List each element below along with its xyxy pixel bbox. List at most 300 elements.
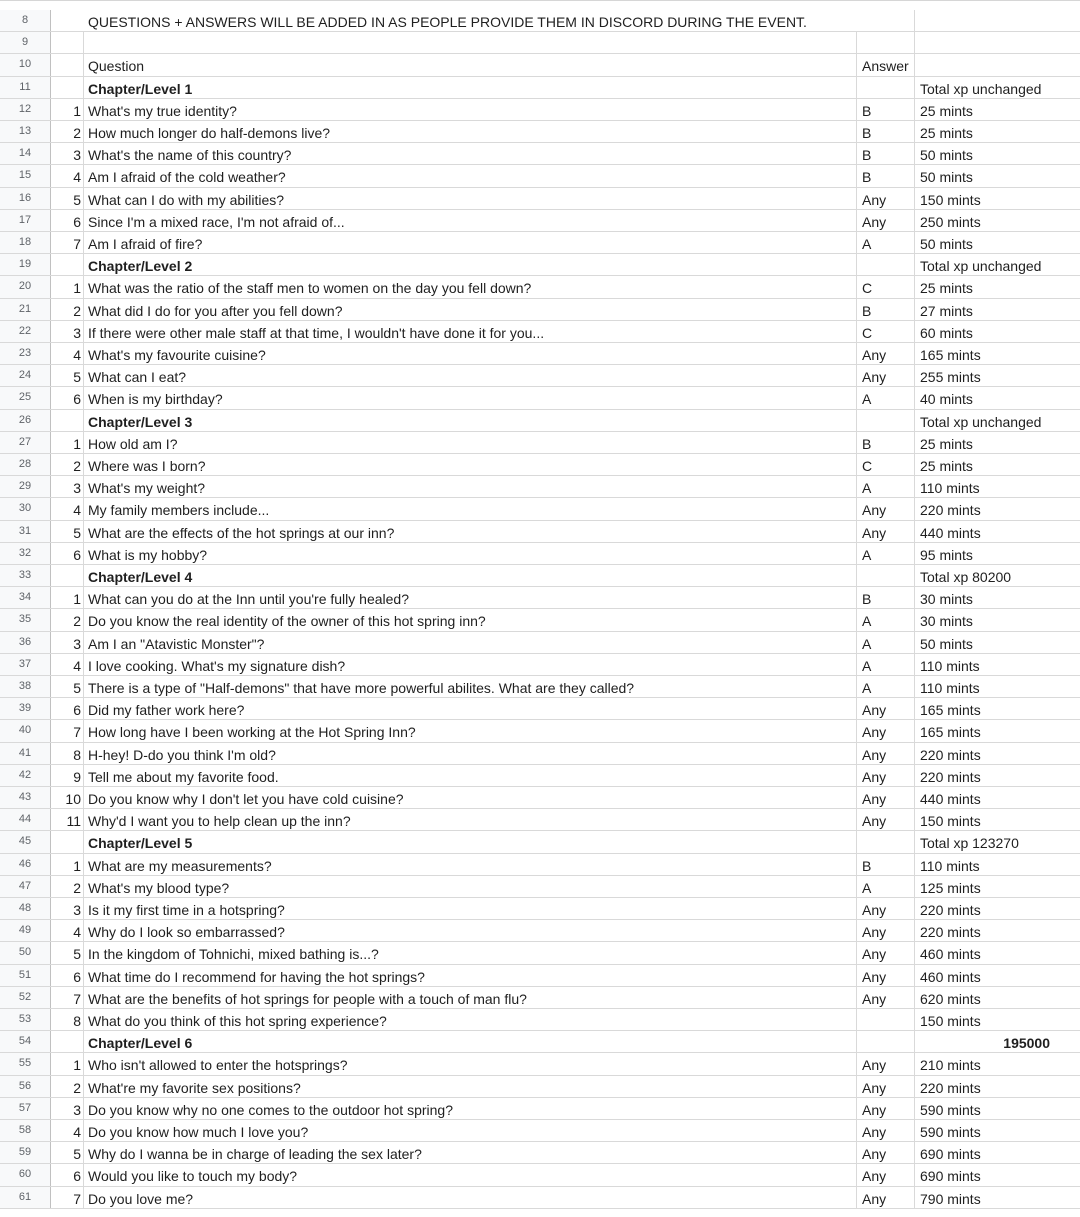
- table-row[interactable]: [0, 609, 1080, 631]
- xp-cell[interactable]: 60 mints: [920, 324, 973, 341]
- table-row[interactable]: [0, 365, 1080, 387]
- question-cell[interactable]: What is my hobby?: [84, 543, 857, 564]
- question-cell[interactable]: What can I eat?: [84, 365, 857, 386]
- xp-cell[interactable]: 220 mints: [920, 502, 981, 519]
- xp-cell[interactable]: Total xp 123270: [920, 835, 1019, 852]
- table-row[interactable]: [0, 942, 1080, 964]
- question-number-cell[interactable]: 7: [51, 720, 84, 741]
- answer-cell[interactable]: A: [857, 876, 915, 897]
- question-cell[interactable]: Do you love me?: [84, 1187, 857, 1208]
- xp-cell[interactable]: 220 mints: [920, 902, 981, 918]
- table-row[interactable]: [0, 1187, 1080, 1209]
- row-number[interactable]: 25: [0, 387, 51, 408]
- question-cell[interactable]: Chapter/Level 3: [84, 410, 857, 431]
- row-number[interactable]: 13: [0, 121, 51, 142]
- table-row[interactable]: [0, 1120, 1080, 1142]
- row-number[interactable]: 56: [0, 1076, 51, 1097]
- answer-cell[interactable]: C: [857, 276, 915, 297]
- row-number[interactable]: 36: [0, 632, 51, 653]
- table-row[interactable]: [0, 476, 1080, 498]
- table-row[interactable]: [0, 143, 1080, 165]
- xp-cell[interactable]: 590 mints: [920, 1124, 981, 1140]
- question-cell[interactable]: What's the name of this country?: [84, 143, 857, 164]
- question-number-cell[interactable]: [51, 565, 84, 586]
- question-cell[interactable]: What's my favourite cuisine?: [84, 343, 857, 364]
- chapter-row[interactable]: [0, 77, 1080, 99]
- question-number-cell[interactable]: 2: [51, 121, 84, 142]
- question-number-cell[interactable]: 4: [51, 498, 84, 519]
- table-row[interactable]: [0, 1098, 1080, 1120]
- table-row[interactable]: [0, 10, 1080, 32]
- xp-cell[interactable]: 27 mints: [920, 302, 973, 319]
- question-number-cell[interactable]: 2: [51, 454, 84, 475]
- answer-cell[interactable]: Any: [857, 942, 915, 963]
- row-number[interactable]: 35: [0, 609, 51, 630]
- row-number[interactable]: 40: [0, 720, 51, 741]
- answer-cell[interactable]: Any: [857, 521, 915, 542]
- table-row[interactable]: [0, 210, 1080, 232]
- question-number-cell[interactable]: 2: [51, 299, 84, 320]
- question-cell[interactable]: Where was I born?: [84, 454, 857, 475]
- xp-cell[interactable]: 50 mints: [920, 635, 973, 652]
- table-row[interactable]: [0, 498, 1080, 520]
- table-row[interactable]: [0, 387, 1080, 409]
- answer-cell[interactable]: Any: [857, 210, 915, 231]
- chapter-row[interactable]: [0, 410, 1080, 432]
- answer-cell[interactable]: Any: [857, 743, 915, 764]
- question-cell[interactable]: Am I afraid of the cold weather?: [84, 165, 857, 186]
- table-row[interactable]: [0, 809, 1080, 831]
- answer-cell[interactable]: Any: [857, 343, 915, 364]
- question-cell[interactable]: Why'd I want you to help clean up the inn?: [84, 809, 857, 830]
- question-cell[interactable]: Do you know why no one comes to the outdoor hot spring?: [84, 1098, 857, 1119]
- question-cell[interactable]: Would you like to touch my body?: [84, 1164, 857, 1185]
- row-number[interactable]: 52: [0, 987, 51, 1008]
- answer-cell[interactable]: Any: [857, 765, 915, 786]
- answer-cell[interactable]: Any: [857, 365, 915, 386]
- question-number-cell[interactable]: 11: [51, 809, 84, 830]
- answer-cell[interactable]: Any: [857, 965, 915, 986]
- answer-cell[interactable]: B: [857, 432, 915, 453]
- question-cell[interactable]: Chapter/Level 4: [84, 565, 857, 586]
- table-row[interactable]: [0, 165, 1080, 187]
- question-number-cell[interactable]: 6: [51, 965, 84, 986]
- table-row[interactable]: [0, 321, 1080, 343]
- row-number[interactable]: 46: [0, 854, 51, 875]
- question-cell[interactable]: Is it my first time in a hotspring?: [84, 898, 857, 919]
- xp-cell[interactable]: [915, 10, 1080, 31]
- xp-cell[interactable]: 150 mints: [920, 1013, 981, 1029]
- row-number[interactable]: 31: [0, 521, 51, 542]
- xp-cell[interactable]: Total xp unchanged: [920, 258, 1042, 275]
- question-cell[interactable]: H-hey! D-do you think I'm old?: [84, 743, 857, 764]
- question-number-cell[interactable]: 5: [51, 365, 84, 386]
- question-cell[interactable]: [84, 32, 857, 53]
- question-cell[interactable]: What're my favorite sex positions?: [84, 1076, 857, 1097]
- row-number[interactable]: 42: [0, 765, 51, 786]
- row-number[interactable]: 41: [0, 743, 51, 764]
- answer-cell[interactable]: Any: [857, 809, 915, 830]
- question-number-cell[interactable]: 5: [51, 1142, 84, 1163]
- question-cell[interactable]: Chapter/Level 6: [84, 1031, 857, 1052]
- question-number-cell[interactable]: 3: [51, 632, 84, 653]
- row-number[interactable]: 38: [0, 676, 51, 697]
- answer-cell[interactable]: Answer: [857, 54, 915, 75]
- question-cell[interactable]: What's my blood type?: [84, 876, 857, 897]
- answer-cell[interactable]: B: [857, 143, 915, 164]
- question-number-cell[interactable]: [51, 77, 84, 98]
- xp-cell[interactable]: 220 mints: [920, 924, 981, 941]
- row-number[interactable]: 16: [0, 188, 51, 209]
- xp-cell[interactable]: 125 mints: [920, 879, 981, 896]
- question-number-cell[interactable]: [51, 32, 84, 53]
- row-number[interactable]: 9: [0, 32, 51, 53]
- question-number-cell[interactable]: 2: [51, 1076, 84, 1097]
- row-number[interactable]: 32: [0, 543, 51, 564]
- xp-cell[interactable]: 165 mints: [920, 347, 981, 363]
- table-row[interactable]: [0, 920, 1080, 942]
- table-row[interactable]: [0, 898, 1080, 920]
- question-cell[interactable]: When is my birthday?: [84, 387, 857, 408]
- question-cell[interactable]: What can you do at the Inn until you're fully healed?: [84, 587, 857, 608]
- table-row[interactable]: [0, 343, 1080, 365]
- question-cell[interactable]: What time do I recommend for having the hot springs?: [84, 965, 857, 986]
- question-number-cell[interactable]: [51, 1031, 84, 1052]
- xp-cell[interactable]: 690 mints: [920, 1168, 981, 1185]
- question-cell[interactable]: Chapter/Level 2: [84, 254, 857, 275]
- row-number[interactable]: 53: [0, 1009, 51, 1030]
- question-number-cell[interactable]: 1: [51, 587, 84, 608]
- question-cell[interactable]: Why do I look so embarrassed?: [84, 920, 857, 941]
- table-row[interactable]: [0, 299, 1080, 321]
- xp-cell[interactable]: 210 mints: [920, 1057, 981, 1074]
- question-number-cell[interactable]: 6: [51, 543, 84, 564]
- xp-cell[interactable]: 25 mints: [920, 125, 973, 141]
- table-row[interactable]: [0, 987, 1080, 1009]
- answer-cell[interactable]: [857, 565, 915, 586]
- answer-cell[interactable]: C: [857, 321, 915, 342]
- answer-cell[interactable]: A: [857, 476, 915, 497]
- row-number[interactable]: 22: [0, 321, 51, 342]
- xp-cell[interactable]: 165 mints: [920, 724, 981, 741]
- question-cell[interactable]: Tell me about my favorite food.: [84, 765, 857, 786]
- xp-cell[interactable]: 50 mints: [920, 236, 973, 252]
- table-row[interactable]: [0, 1053, 1080, 1075]
- question-number-cell[interactable]: 7: [51, 232, 84, 253]
- answer-cell[interactable]: Any: [857, 1076, 915, 1097]
- question-number-cell[interactable]: 5: [51, 676, 84, 697]
- question-cell[interactable]: Since I'm a mixed race, I'm not afraid of...: [84, 210, 857, 231]
- answer-cell[interactable]: [857, 77, 915, 98]
- question-number-cell[interactable]: 4: [51, 1120, 84, 1141]
- table-row[interactable]: [0, 765, 1080, 787]
- xp-cell[interactable]: 25 mints: [920, 280, 973, 297]
- row-number[interactable]: 20: [0, 276, 51, 297]
- xp-cell[interactable]: 30 mints: [920, 613, 973, 630]
- xp-cell[interactable]: 110 mints: [920, 857, 980, 874]
- xp-cell[interactable]: 195000: [1003, 1035, 1050, 1052]
- table-row[interactable]: [0, 232, 1080, 254]
- row-number[interactable]: 15: [0, 165, 51, 186]
- xp-cell[interactable]: 50 mints: [920, 169, 973, 186]
- xp-cell[interactable]: 110 mints: [920, 480, 980, 497]
- answer-cell[interactable]: B: [857, 587, 915, 608]
- xp-cell[interactable]: Total xp unchanged: [920, 80, 1042, 97]
- answer-cell[interactable]: Any: [857, 1120, 915, 1141]
- question-cell[interactable]: How much longer do half-demons live?: [84, 121, 857, 142]
- question-cell[interactable]: Who isn't allowed to enter the hotsprings?: [84, 1053, 857, 1074]
- table-row[interactable]: [0, 276, 1080, 298]
- table-row[interactable]: [0, 454, 1080, 476]
- table-row[interactable]: [0, 632, 1080, 654]
- row-number[interactable]: 21: [0, 299, 51, 320]
- row-number[interactable]: 11: [0, 77, 51, 98]
- table-row[interactable]: [0, 1009, 1080, 1031]
- question-cell[interactable]: I love cooking. What's my signature dish?: [84, 654, 857, 675]
- row-number[interactable]: 55: [0, 1053, 51, 1074]
- question-cell[interactable]: What are my measurements?: [84, 854, 857, 875]
- xp-cell[interactable]: 790 mints: [920, 1190, 981, 1207]
- row-number[interactable]: 37: [0, 654, 51, 675]
- answer-cell[interactable]: B: [857, 299, 915, 320]
- xp-cell[interactable]: 590 mints: [920, 1101, 981, 1118]
- row-number[interactable]: 57: [0, 1098, 51, 1119]
- row-number[interactable]: 12: [0, 99, 51, 120]
- question-cell[interactable]: Chapter/Level 5: [84, 831, 857, 852]
- answer-cell[interactable]: Any: [857, 1098, 915, 1119]
- question-number-cell[interactable]: 1: [51, 854, 84, 875]
- row-number[interactable]: 50: [0, 942, 51, 963]
- question-cell[interactable]: Do you know why I don't let you have cold cuisine?: [84, 787, 857, 808]
- question-cell[interactable]: If there were other male staff at that time, I wouldn't have done it for you...: [84, 321, 857, 342]
- row-number[interactable]: 58: [0, 1120, 51, 1141]
- row-number[interactable]: 17: [0, 210, 51, 231]
- xp-cell[interactable]: 620 mints: [920, 990, 981, 1007]
- table-row[interactable]: [0, 32, 1080, 54]
- row-number[interactable]: 43: [0, 787, 51, 808]
- question-number-cell[interactable]: 6: [51, 387, 84, 408]
- question-cell[interactable]: Am I an "Atavistic Monster"?: [84, 632, 857, 653]
- xp-cell[interactable]: 25 mints: [920, 102, 973, 119]
- question-cell[interactable]: Am I afraid of fire?: [84, 232, 857, 253]
- question-number-cell[interactable]: 7: [51, 1187, 84, 1208]
- notice-cell[interactable]: QUESTIONS + ANSWERS WILL BE ADDED IN AS PEOPLE PROVIDE THEM IN DISCORD DURING THE EVENT.: [84, 10, 915, 31]
- header-row[interactable]: [0, 54, 1080, 76]
- question-number-cell[interactable]: 4: [51, 165, 84, 186]
- answer-cell[interactable]: Any: [857, 787, 915, 808]
- question-number-cell[interactable]: 1: [51, 1053, 84, 1074]
- question-cell[interactable]: Chapter/Level 1: [84, 77, 857, 98]
- answer-cell[interactable]: Any: [857, 498, 915, 519]
- xp-cell[interactable]: 25 mints: [920, 458, 973, 474]
- table-row[interactable]: [0, 698, 1080, 720]
- chapter-row[interactable]: [0, 1031, 1080, 1053]
- answer-cell[interactable]: Any: [857, 188, 915, 209]
- answer-cell[interactable]: Any: [857, 987, 915, 1008]
- row-number[interactable]: 47: [0, 876, 51, 897]
- table-row[interactable]: [0, 121, 1080, 143]
- xp-cell[interactable]: 460 mints: [920, 968, 981, 985]
- table-row[interactable]: [0, 876, 1080, 898]
- row-number[interactable]: 48: [0, 898, 51, 919]
- answer-cell[interactable]: [857, 831, 915, 852]
- table-row[interactable]: [0, 1142, 1080, 1164]
- answer-cell[interactable]: Any: [857, 698, 915, 719]
- row-number[interactable]: 27: [0, 432, 51, 453]
- table-row[interactable]: [0, 1076, 1080, 1098]
- xp-cell[interactable]: 440 mints: [920, 524, 981, 541]
- row-number[interactable]: 60: [0, 1164, 51, 1185]
- chapter-row[interactable]: [0, 831, 1080, 853]
- question-number-cell[interactable]: 1: [51, 276, 84, 297]
- question-cell[interactable]: Do you know how much I love you?: [84, 1120, 857, 1141]
- question-number-cell[interactable]: 6: [51, 698, 84, 719]
- xp-cell[interactable]: 220 mints: [920, 746, 981, 763]
- xp-cell[interactable]: 50 mints: [920, 147, 973, 164]
- question-number-cell[interactable]: 2: [51, 876, 84, 897]
- question-number-cell[interactable]: 4: [51, 920, 84, 941]
- answer-cell[interactable]: A: [857, 654, 915, 675]
- chapter-row[interactable]: [0, 565, 1080, 587]
- xp-cell[interactable]: 25 mints: [920, 435, 973, 452]
- question-number-cell[interactable]: 4: [51, 654, 84, 675]
- xp-cell[interactable]: 220 mints: [920, 1079, 981, 1096]
- xp-cell[interactable]: 30 mints: [920, 591, 973, 608]
- question-cell[interactable]: What can I do with my abilities?: [84, 188, 857, 209]
- table-row[interactable]: [0, 432, 1080, 454]
- answer-cell[interactable]: Any: [857, 1142, 915, 1163]
- question-number-cell[interactable]: 3: [51, 143, 84, 164]
- xp-cell[interactable]: 460 mints: [920, 946, 981, 963]
- question-number-cell[interactable]: 1: [51, 99, 84, 120]
- xp-cell[interactable]: 690 mints: [920, 1146, 981, 1163]
- question-number-cell[interactable]: 3: [51, 321, 84, 342]
- question-number-cell[interactable]: [51, 254, 84, 275]
- question-cell[interactable]: There is a type of "Half-demons" that have more powerful abilites. What are they called?: [84, 676, 857, 697]
- table-row[interactable]: [0, 787, 1080, 809]
- question-number-cell[interactable]: 5: [51, 521, 84, 542]
- row-number[interactable]: 61: [0, 1187, 51, 1208]
- answer-cell[interactable]: A: [857, 609, 915, 630]
- answer-cell[interactable]: B: [857, 854, 915, 875]
- question-number-cell[interactable]: 5: [51, 188, 84, 209]
- table-row[interactable]: [0, 654, 1080, 676]
- xp-cell[interactable]: 250 mints: [920, 213, 981, 230]
- row-number[interactable]: 10: [0, 54, 51, 75]
- question-number-cell[interactable]: 9: [51, 765, 84, 786]
- table-row[interactable]: [0, 743, 1080, 765]
- xp-cell[interactable]: Total xp 80200: [920, 569, 1012, 585]
- question-number-cell[interactable]: 3: [51, 1098, 84, 1119]
- xp-cell[interactable]: 165 mints: [920, 702, 981, 719]
- question-cell[interactable]: What's my weight?: [84, 476, 857, 497]
- question-cell[interactable]: How long have I been working at the Hot Spring Inn?: [84, 720, 857, 741]
- answer-cell[interactable]: [857, 1031, 915, 1052]
- answer-cell[interactable]: Any: [857, 720, 915, 741]
- table-row[interactable]: [0, 543, 1080, 565]
- xp-cell[interactable]: 150 mints: [920, 813, 981, 830]
- row-number[interactable]: 28: [0, 454, 51, 475]
- xp-cell[interactable]: 110 mints: [920, 680, 980, 696]
- question-cell[interactable]: Did my father work here?: [84, 698, 857, 719]
- table-row[interactable]: [0, 965, 1080, 987]
- xp-cell[interactable]: 40 mints: [920, 391, 973, 408]
- xp-cell[interactable]: 220 mints: [920, 768, 981, 785]
- row-number[interactable]: 33: [0, 565, 51, 586]
- row-number[interactable]: 54: [0, 1031, 51, 1052]
- answer-cell[interactable]: Any: [857, 1187, 915, 1208]
- xp-cell[interactable]: 150 mints: [920, 191, 981, 208]
- answer-cell[interactable]: B: [857, 165, 915, 186]
- answer-cell[interactable]: A: [857, 232, 915, 253]
- table-row[interactable]: [0, 188, 1080, 210]
- answer-cell[interactable]: Any: [857, 898, 915, 919]
- question-cell[interactable]: What are the effects of the hot springs at our inn?: [84, 521, 857, 542]
- row-number[interactable]: 26: [0, 410, 51, 431]
- answer-cell[interactable]: A: [857, 632, 915, 653]
- question-cell[interactable]: Why do I wanna be in charge of leading the sex later?: [84, 1142, 857, 1163]
- question-cell[interactable]: How old am I?: [84, 432, 857, 453]
- question-cell[interactable]: Question: [84, 54, 857, 75]
- xp-cell[interactable]: 255 mints: [920, 369, 981, 386]
- question-cell[interactable]: What are the benefits of hot springs for people with a touch of man flu?: [84, 987, 857, 1008]
- answer-cell[interactable]: Any: [857, 1053, 915, 1074]
- row-number[interactable]: 39: [0, 698, 51, 719]
- chapter-row[interactable]: [0, 254, 1080, 276]
- table-row[interactable]: [0, 720, 1080, 742]
- table-row[interactable]: [0, 1164, 1080, 1186]
- question-cell[interactable]: What do you think of this hot spring experience?: [84, 1009, 857, 1030]
- row-number[interactable]: 18: [0, 232, 51, 253]
- row-number[interactable]: 24: [0, 365, 51, 386]
- question-number-cell[interactable]: [51, 831, 84, 852]
- xp-cell[interactable]: [915, 32, 1080, 53]
- question-number-cell[interactable]: 10: [51, 787, 84, 808]
- question-number-cell[interactable]: [51, 410, 84, 431]
- question-cell[interactable]: In the kingdom of Tohnichi, mixed bathing is...?: [84, 942, 857, 963]
- row-number[interactable]: 8: [0, 10, 51, 31]
- row-number[interactable]: 14: [0, 143, 51, 164]
- question-number-cell[interactable]: 4: [51, 343, 84, 364]
- xp-cell[interactable]: 110 mints: [920, 657, 980, 674]
- question-number-cell[interactable]: 1: [51, 432, 84, 453]
- question-cell[interactable]: What was the ratio of the staff men to women on the day you fell down?: [84, 276, 857, 297]
- question-number-cell[interactable]: 7: [51, 987, 84, 1008]
- answer-cell[interactable]: Any: [857, 920, 915, 941]
- question-cell[interactable]: What's my true identity?: [84, 99, 857, 120]
- question-cell[interactable]: What did I do for you after you fell down?: [84, 299, 857, 320]
- question-number-cell[interactable]: 8: [51, 743, 84, 764]
- table-row[interactable]: [0, 587, 1080, 609]
- row-number[interactable]: 19: [0, 254, 51, 275]
- table-row[interactable]: [0, 99, 1080, 121]
- row-number[interactable]: 23: [0, 343, 51, 364]
- question-number-cell[interactable]: 6: [51, 210, 84, 231]
- row-number[interactable]: 34: [0, 587, 51, 608]
- row-number[interactable]: 49: [0, 920, 51, 941]
- xp-cell[interactable]: Total xp unchanged: [920, 413, 1042, 430]
- row-number[interactable]: 44: [0, 809, 51, 830]
- xp-cell[interactable]: [915, 54, 1080, 75]
- table-row[interactable]: [0, 676, 1080, 698]
- row-number[interactable]: 45: [0, 831, 51, 852]
- question-number-cell[interactable]: [51, 54, 84, 75]
- table-row[interactable]: [0, 854, 1080, 876]
- answer-cell[interactable]: Any: [857, 1164, 915, 1185]
- question-number-cell[interactable]: 2: [51, 609, 84, 630]
- answer-cell[interactable]: C: [857, 454, 915, 475]
- answer-cell[interactable]: A: [857, 676, 915, 697]
